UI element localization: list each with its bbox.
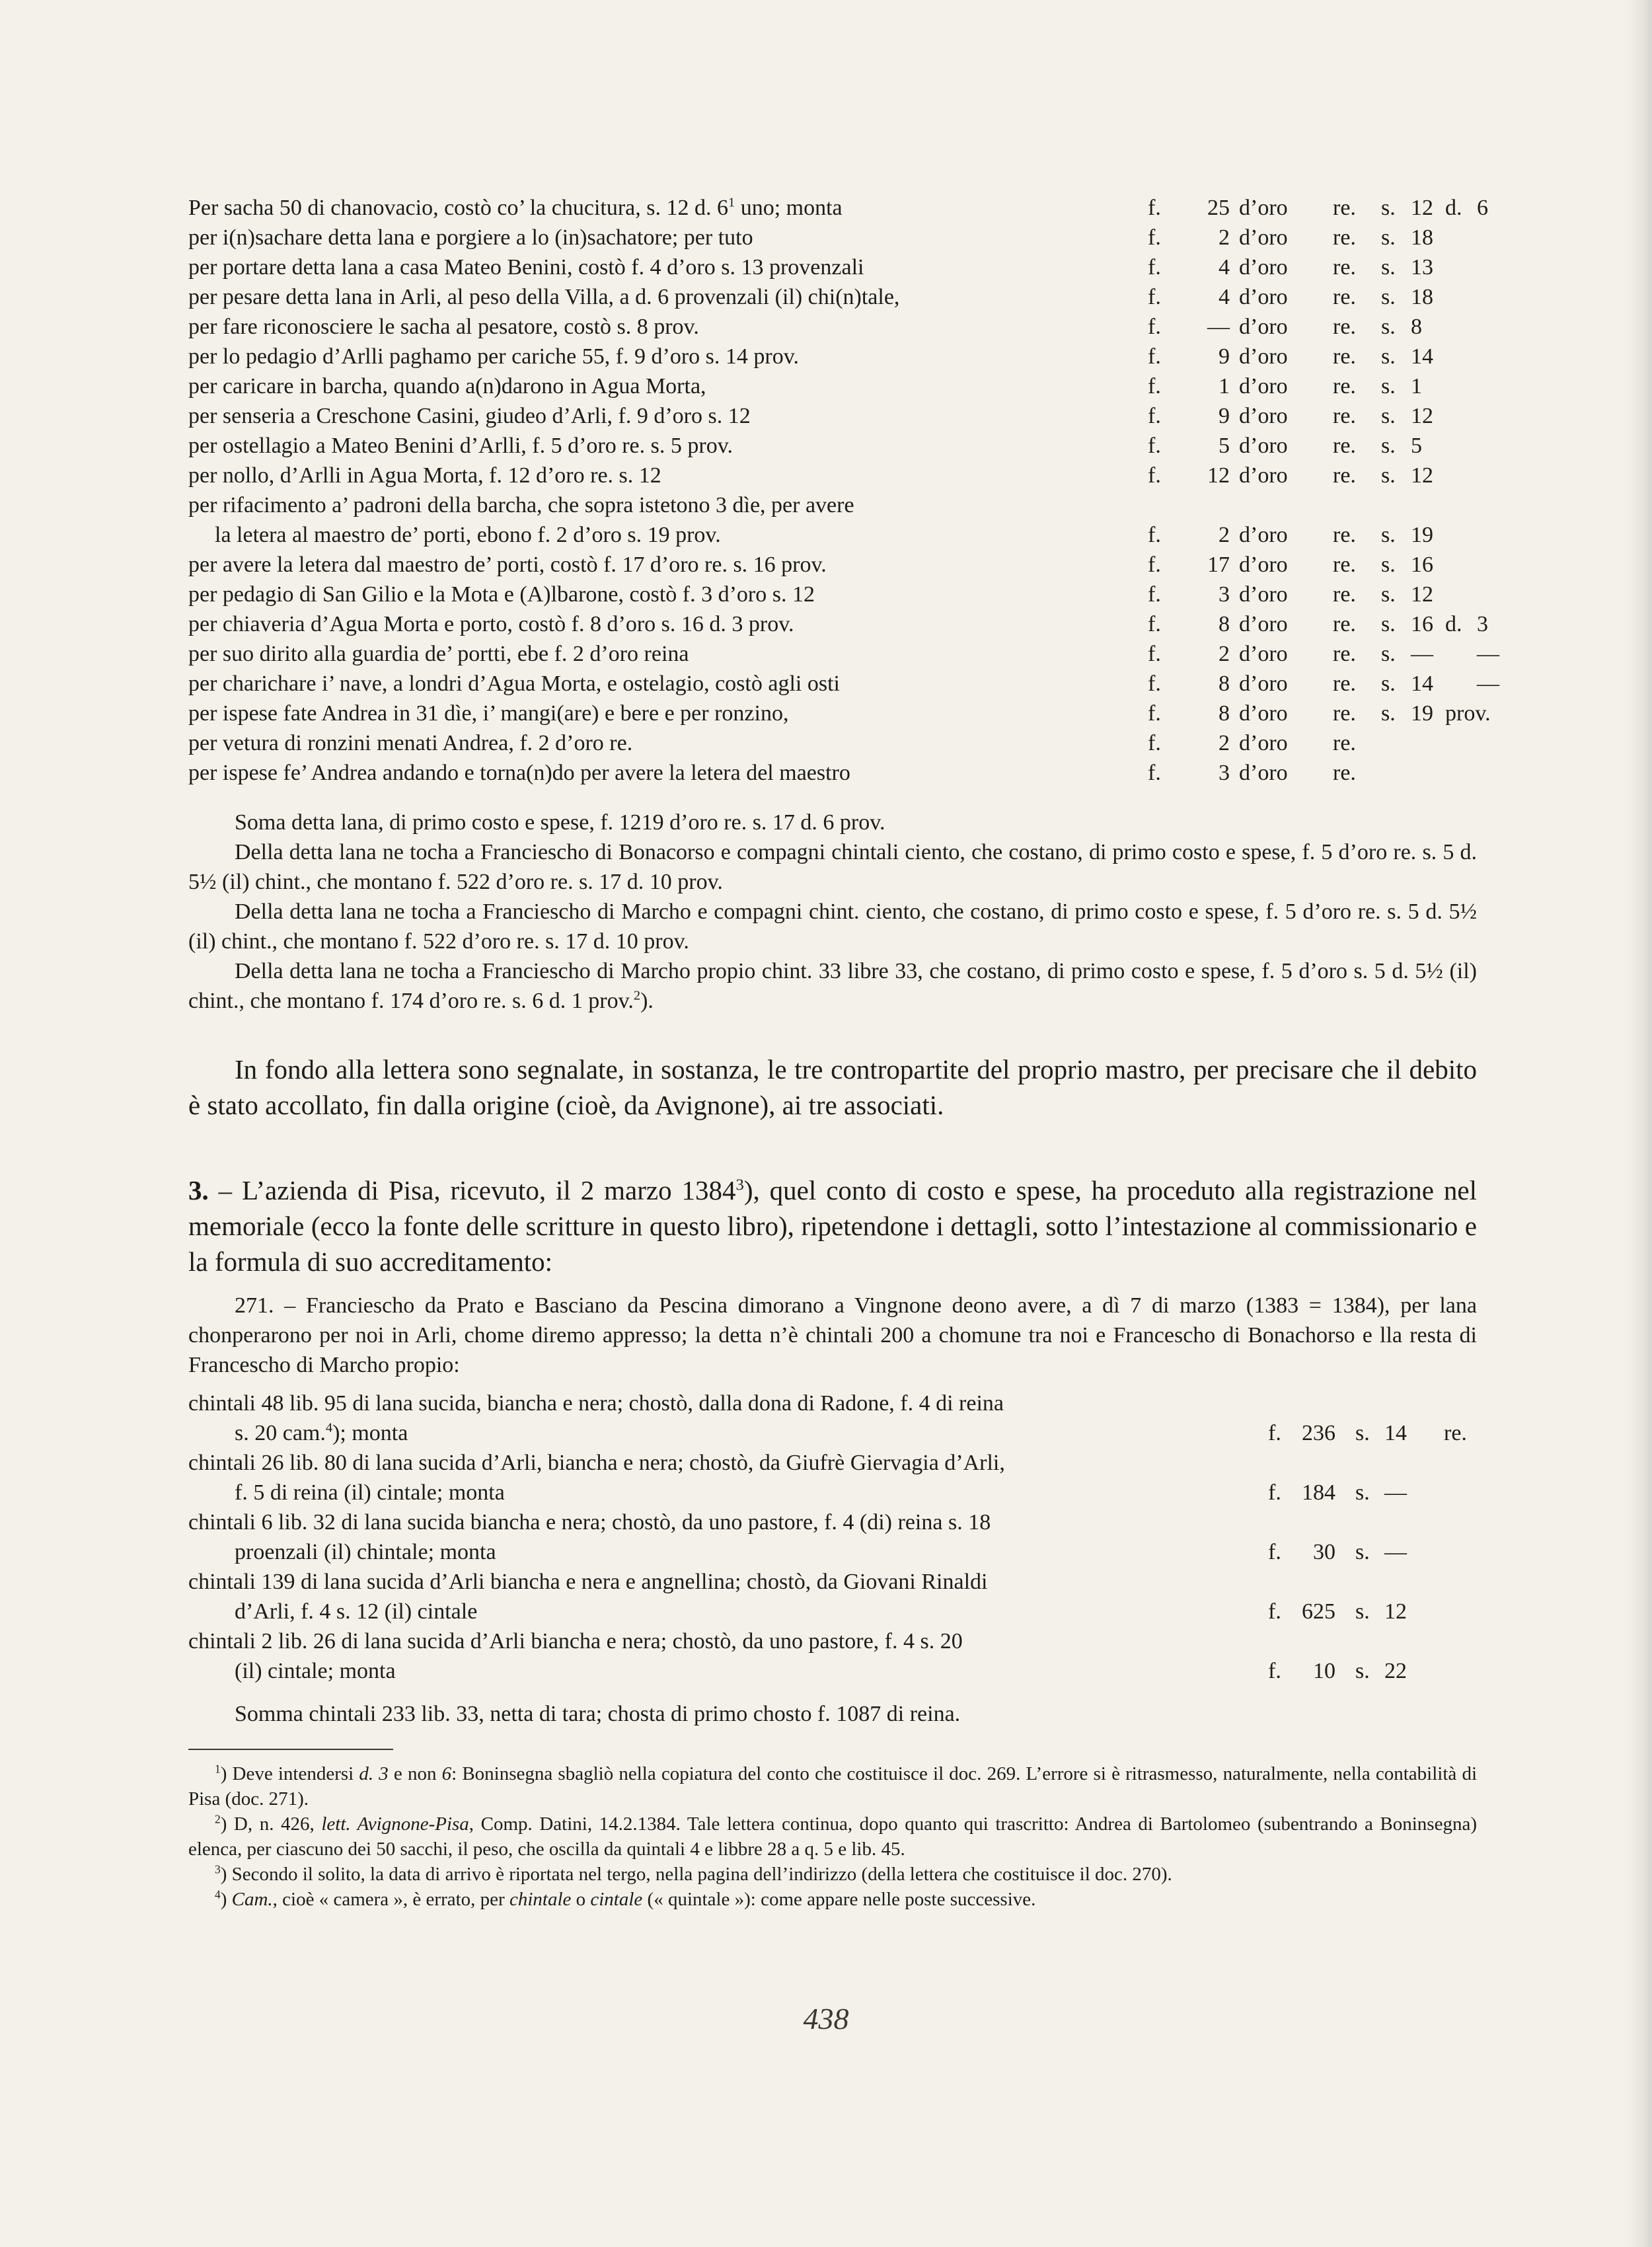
- footnote-text: ) Secondo il solito, la data di arrivo è riportata nel tergo, nella pagina dell’indirizzo (della lettera che costituisce il doc. 270).: [220, 1864, 1172, 1885]
- account-row: [188, 550, 1477, 580]
- amount-denari: 6: [1477, 196, 1488, 220]
- amount-soldi: 12: [1411, 196, 1433, 220]
- account-row: [188, 461, 1477, 490]
- amount-florin-label: f.: [1148, 255, 1161, 280]
- chintali-row: [188, 1478, 1477, 1507]
- amount-soldi-label: s.: [1381, 671, 1396, 696]
- entry-271: [188, 1291, 1477, 1380]
- account-description: [188, 699, 788, 728]
- amount-soldi: 19: [1411, 523, 1433, 547]
- somma-text: Somma chintali 233 lib. 33, netta di tara; chosta di primo chosto f. 1087 di reina.: [235, 1702, 961, 1726]
- footnote-italic: 6: [441, 1763, 452, 1784]
- amount-soldi-label: s.: [1381, 582, 1396, 607]
- account-row: [188, 699, 1491, 728]
- amount-re: re.: [1333, 255, 1356, 280]
- amount-soldi-label: s.: [1381, 196, 1396, 220]
- amount-soldi-label: s.: [1381, 552, 1396, 577]
- account-text: per pesare detta lana in Arli, al peso della Villa, a d. 6 provenzali (il) chi(n)tale,: [188, 285, 900, 309]
- account-description: [188, 193, 843, 223]
- amount-florins: —: [1207, 315, 1230, 339]
- chintali-row: [188, 1626, 1477, 1656]
- amount-florin-label: f.: [1148, 552, 1161, 577]
- footnote-italic: chintale: [509, 1889, 572, 1910]
- chintali-row: [188, 1389, 1477, 1418]
- footnote: [188, 1761, 1477, 1811]
- amount-florin-label: f.: [1148, 434, 1161, 458]
- chintali-table: [188, 1389, 1477, 1686]
- amount-florins: 8: [1219, 671, 1230, 696]
- amount-soldi-label: s.: [1381, 225, 1396, 250]
- footnote-separator: [188, 1749, 393, 1750]
- amount-soldi-label: s.: [1381, 523, 1396, 547]
- account-row: [188, 580, 1477, 609]
- amount-florins: 9: [1219, 344, 1230, 369]
- amount-soldi: 18: [1411, 225, 1433, 250]
- footnote-text: ) D, n. 426,: [220, 1813, 322, 1835]
- account-text-after: uno; monta: [735, 196, 843, 220]
- amount-soldi: 8: [1411, 315, 1422, 339]
- amount-florins: 10: [1313, 1659, 1335, 1683]
- amount-soldi: 5: [1411, 434, 1422, 458]
- amount-florin-label: f.: [1148, 582, 1161, 607]
- footnote-italic: lett. Avignone-Pisa: [321, 1813, 469, 1835]
- amount-soldi-label: s.: [1381, 463, 1396, 488]
- amount-re: re.: [1333, 374, 1356, 399]
- page-number: 438: [803, 2002, 849, 2036]
- amount-re: re.: [1333, 612, 1356, 636]
- footnote-text: ): [220, 1889, 232, 1910]
- amount-soldi-label: s.: [1381, 612, 1396, 636]
- account-text: per nollo, d’Arlli in Agua Morta, f. 12 d’oro re. s. 12: [188, 463, 661, 488]
- amount-florins: 12: [1207, 463, 1230, 488]
- section-text-after: ), quel conto di costo e spese, ha proceduto alla registrazione nel memoriale (ecco la fonte delle scritture in questo libro), ripetendone i dettagli, sotto l’intestazione al commissionario e la formula di suo accreditamento:: [188, 1175, 1477, 1277]
- amount-florin-label: f.: [1148, 642, 1161, 666]
- amount-florin-label: f.: [1268, 1599, 1281, 1624]
- amount-soldi-label: s.: [1381, 285, 1396, 309]
- amount-florin-label: f.: [1148, 374, 1161, 399]
- footnote-italic: Cam.: [231, 1889, 273, 1910]
- amount-gold: d’oro: [1239, 731, 1288, 755]
- amount-gold: d’oro: [1239, 761, 1288, 785]
- footnote-text: o: [571, 1889, 591, 1910]
- account-description: [215, 520, 721, 550]
- footnote-text: : Boninsegna sbagliò nella copiatura del conto che costituisce il doc. 269. L’errore si è ritrasmesso, naturalmente, nella contabilità di Pisa (doc. 271).: [188, 1763, 1477, 1809]
- amount-soldi: 18: [1411, 285, 1433, 309]
- amount-re: re.: [1333, 671, 1356, 696]
- amount-florins: 625: [1302, 1599, 1335, 1624]
- footnote-text: , Comp. Datini, 14.2.1384. Tale lettera continua, dopo quanto qui trascritto: Andrea di Bartolomeo (subentrando a Boninsegna) elenca, per ciascuno dei 50 sacchi, il peso, che oscilla da quintali 4 e libbre 28 a q. 5 e lib. 45.: [188, 1813, 1477, 1860]
- chintali-row: [188, 1597, 1477, 1626]
- account-description: [188, 223, 753, 252]
- amount-florins: 236: [1302, 1421, 1335, 1445]
- amount-gold: d’oro: [1239, 701, 1288, 726]
- account-description: [188, 728, 632, 758]
- della-paragraph: [188, 897, 1477, 956]
- soma-text: Soma detta lana, di primo costo e spese, f. 1219 d’oro re. s. 17 d. 6 prov.: [235, 810, 885, 835]
- account-row: [188, 371, 1477, 401]
- amount-florin-label: f.: [1148, 612, 1161, 636]
- section-text-before: – L’azienda di Pisa, ricevuto, il 2 marzo 1384: [208, 1175, 736, 1205]
- account-description: [188, 609, 794, 639]
- amount-soldi-label: s.: [1355, 1599, 1370, 1624]
- chintali-row: [188, 1507, 1477, 1537]
- footnote-ref-2[interactable]: 2: [633, 988, 641, 1003]
- amount-denari: 3: [1477, 612, 1488, 636]
- account-description: [188, 342, 799, 371]
- account-row: [188, 401, 1477, 431]
- chintali-text: chintali 139 di lana sucida d’Arli biancha e nera e angnellina; chostò, da Giovani Rinaldi: [188, 1570, 988, 1594]
- amount-gold: d’oro: [1239, 612, 1288, 636]
- amount-florins: 2: [1219, 642, 1230, 666]
- amount-soldi: 16: [1411, 612, 1433, 636]
- della-text: Della detta lana ne tocha a Franciescho di Marcho propio chint. 33 libre 33, che costano, di primo costo e spese, f. 5 d’oro s. 5 d. 5½ (il) chint., che montano f. 174 d’oro re. s. 6 d. 1 prov.: [188, 959, 1477, 1013]
- amount-re: re.: [1333, 225, 1356, 250]
- amount-gold: d’oro: [1239, 582, 1288, 607]
- account-description: [188, 580, 815, 609]
- amount-re: re.: [1333, 642, 1356, 666]
- account-description: [188, 639, 689, 669]
- amount-re: re.: [1333, 731, 1356, 755]
- amount-florin-label: f.: [1148, 731, 1161, 755]
- amount-re: re.: [1333, 463, 1356, 488]
- account-row: [188, 490, 1477, 520]
- amount-florins: 4: [1219, 285, 1230, 309]
- account-row: [188, 431, 1477, 461]
- amount-florins: 8: [1219, 612, 1230, 636]
- amount-soldi: —: [1411, 642, 1433, 666]
- account-row: [188, 252, 1477, 282]
- amount-re: re.: [1333, 344, 1356, 369]
- amount-soldi: 22: [1384, 1659, 1407, 1683]
- chintali-description: [235, 1656, 396, 1686]
- account-row: [188, 282, 1477, 312]
- chintali-description: [188, 1626, 963, 1656]
- amount-florins: 25: [1207, 196, 1230, 220]
- account-row: [188, 758, 1477, 788]
- amount-soldi: 14: [1384, 1421, 1407, 1445]
- chintali-row: [188, 1537, 1477, 1567]
- amount-gold: d’oro: [1239, 404, 1288, 428]
- amount-gold: d’oro: [1239, 225, 1288, 250]
- account-text: per caricare in barcha, quando a(n)darono in Agua Morta,: [188, 374, 706, 399]
- amount-soldi: —: [1384, 1480, 1407, 1505]
- amount-soldi-label: s.: [1381, 255, 1396, 280]
- account-description: [188, 371, 706, 401]
- chintali-description: [188, 1567, 987, 1597]
- amount-florins: 2: [1219, 731, 1230, 755]
- amount-re: re.: [1333, 761, 1356, 785]
- footnote-mark: 4: [215, 1887, 221, 1901]
- amount-soldi-label: s.: [1381, 374, 1396, 399]
- amount-re: re.: [1333, 404, 1356, 428]
- amount-florin-label: f.: [1148, 315, 1161, 339]
- amount-florins: 2: [1219, 225, 1230, 250]
- footnote-text: (« quintale »): come appare nelle poste successive.: [642, 1889, 1036, 1910]
- amount-soldi: 14: [1411, 671, 1433, 696]
- footnote-text: e non: [388, 1763, 442, 1784]
- section-3-paragraph: [188, 1172, 1477, 1279]
- amount-soldi: 12: [1411, 582, 1433, 607]
- amount-denari-label: d.: [1445, 196, 1462, 220]
- account-description: [188, 758, 850, 788]
- footnote-italic: d. 3: [359, 1763, 389, 1784]
- amount-florins: 8: [1219, 701, 1230, 726]
- footnote-ref-3[interactable]: 3: [735, 1176, 744, 1194]
- amount-soldi: 13: [1411, 255, 1433, 280]
- chintali-description: [235, 1478, 505, 1507]
- amount-florin-label: f.: [1148, 196, 1161, 220]
- chintali-description: [188, 1507, 991, 1537]
- amount-florins: 2: [1219, 523, 1230, 547]
- amount-soldi-label: s.: [1355, 1659, 1370, 1683]
- amount-re: re.: [1333, 196, 1356, 220]
- amount-soldi: 19: [1411, 701, 1433, 726]
- account-text: per portare detta lana a casa Mateo Benini, costò f. 4 d’oro s. 13 provenzali: [188, 255, 864, 280]
- amount-soldi-label: s.: [1381, 344, 1396, 369]
- amount-florins: 1: [1219, 374, 1230, 399]
- amount-soldi: 16: [1411, 552, 1433, 577]
- account-description: [188, 401, 751, 431]
- chintali-row: [188, 1448, 1477, 1478]
- account-text: per rifacimento a’ padroni della barcha, che sopra istetono 3 dìe, per avere: [188, 493, 854, 517]
- chintali-text: proenzali (il) chintale; monta: [235, 1540, 496, 1564]
- amount-florins: 17: [1207, 552, 1230, 577]
- account-text: per avere la letera dal maestro de’ porti, costò f. 17 d’oro re. s. 16 prov.: [188, 552, 827, 577]
- account-row: [188, 193, 1488, 223]
- amount-re: re.: [1333, 701, 1356, 726]
- chintali-description: [188, 1389, 1004, 1418]
- footnote: [188, 1862, 1477, 1887]
- amount-soldi-label: s.: [1355, 1540, 1370, 1564]
- amount-re: re.: [1333, 582, 1356, 607]
- footnote-italic: cintale: [590, 1889, 643, 1910]
- amount-soldi: 1: [1411, 374, 1422, 399]
- amount-florins: 4: [1219, 255, 1230, 280]
- amount-gold: d’oro: [1239, 374, 1288, 399]
- amount-soldi-label: s.: [1355, 1480, 1370, 1505]
- account-description: [188, 252, 864, 282]
- amount-soldi-label: s.: [1381, 701, 1396, 726]
- amount-florin-label: f.: [1148, 285, 1161, 309]
- account-row: [188, 609, 1488, 639]
- account-text: per charichare i’ nave, a londri d’Agua Morta, e ostelagio, costò agli osti: [188, 671, 840, 696]
- footnote: [188, 1887, 1477, 1912]
- amount-gold: d’oro: [1239, 344, 1288, 369]
- footnote-ref-4[interactable]: 4: [325, 1420, 333, 1435]
- amount-florins: 9: [1219, 404, 1230, 428]
- account-text: per ispese fe’ Andrea andando e torna(n)do per avere la letera del maestro: [188, 761, 850, 785]
- amount-denari-label: prov.: [1445, 701, 1491, 726]
- chintali-text: s. 20 cam.: [235, 1421, 326, 1445]
- account-text: per lo pedagio d’Arlli paghamo per cariche 55, f. 9 d’oro s. 14 prov.: [188, 344, 800, 369]
- della-text: Della detta lana ne tocha a Franciescho di Marcho e compagni chint. ciento, che costano, di primo costo e spese, f. 5 d’oro re. s. 5 d. 5½ (il) chint., che montano f. 522 d’oro re. s. 17 d. 10 prov.: [188, 899, 1477, 954]
- della-paragraph: [188, 837, 1477, 897]
- account-description: [188, 282, 899, 312]
- somma-line: [188, 1699, 1477, 1729]
- account-row: [188, 223, 1477, 252]
- amount-gold: d’oro: [1239, 523, 1288, 547]
- account-text: per i(n)sachare detta lana e porgiere a lo (in)sachatore; per tuto: [188, 225, 753, 250]
- page-fold-shadow: [1624, 0, 1652, 2247]
- account-row: [188, 520, 1477, 550]
- chintali-description: [235, 1597, 477, 1626]
- account-row: [188, 639, 1499, 669]
- amount-florin-label: f.: [1148, 225, 1161, 250]
- footnote-mark: 1: [215, 1762, 221, 1776]
- footnote-mark: 3: [215, 1862, 221, 1876]
- amount-gold: d’oro: [1239, 463, 1288, 488]
- amount-gold: d’oro: [1239, 552, 1288, 577]
- account-description: [188, 669, 840, 699]
- chintali-text: chintali 6 lib. 32 di lana sucida biancha e nera; chostò, da uno pastore, f. 4 (di) reina s. 18: [188, 1510, 991, 1535]
- amount-soldi: —: [1384, 1540, 1407, 1564]
- amount-florin-label: f.: [1148, 701, 1161, 726]
- della-text: Della detta lana ne tocha a Franciescho di Bonacorso e compagni chintali ciento, che costano, di primo costo e spese, f. 5 d’oro re. s. 5 d. 5½ (il) chint., che montano f. 522 d’oro re. s. 17 d. 10 prov.: [188, 840, 1477, 894]
- entry-271-text: 271. – Franciescho da Prato e Basciano da Pescina dimorano a Vingnone deono avere, a dì 7 di marzo (1383 = 1384), per lana chonperarono per noi in Arli, chome diremo appresso; la detta n’è chintali 200 a chomune tra noi e Francescho di Bonachorso e lla resta di Francescho di Marcho propio:: [188, 1293, 1477, 1377]
- amount-florin-label: f.: [1148, 761, 1161, 785]
- amount-gold: d’oro: [1239, 642, 1288, 666]
- account-description: [188, 312, 699, 342]
- chintali-text: d’Arli, f. 4 s. 12 (il) cintale: [235, 1599, 478, 1624]
- chintali-row: [188, 1567, 1477, 1597]
- account-text: la letera al maestro de’ porti, ebono f. 2 d’oro s. 19 prov.: [215, 523, 721, 547]
- amount-soldi: 12: [1411, 404, 1433, 428]
- amount-florin-label: f.: [1268, 1421, 1281, 1445]
- account-text: per ispese fate Andrea in 31 dìe, i’ mangi(are) e bere e per ronzino,: [188, 701, 789, 726]
- summary-paragraph: [188, 1051, 1477, 1123]
- account-description: [188, 431, 733, 461]
- account-text: per vetura di ronzini menati Andrea, f. 2 d’oro re.: [188, 731, 633, 755]
- account-row: [188, 669, 1499, 699]
- account-text: per chiaveria d’Agua Morta e porto, costò f. 8 d’oro s. 16 d. 3 prov.: [188, 612, 794, 636]
- amount-florins: 3: [1219, 761, 1230, 785]
- amount-florins: 5: [1219, 434, 1230, 458]
- amount-florins: 30: [1313, 1540, 1335, 1564]
- amount-florin-label: f.: [1148, 671, 1161, 696]
- account-text: per ostellagio a Mateo Benini d’Arlli, f. 5 d’oro re. s. 5 prov.: [188, 434, 733, 458]
- amount-soldi-label: s.: [1381, 434, 1396, 458]
- chintali-description: [235, 1537, 496, 1567]
- amount-florin-label: f.: [1268, 1540, 1281, 1564]
- amount-denari: —: [1477, 642, 1499, 666]
- amount-re: re.: [1333, 285, 1356, 309]
- amount-soldi: 12: [1411, 463, 1433, 488]
- amount-gold: d’oro: [1239, 434, 1288, 458]
- chintali-row: [188, 1656, 1477, 1686]
- chintali-description: [188, 1448, 1005, 1478]
- soma-line: [188, 808, 1477, 837]
- account-description: [188, 490, 854, 520]
- chintali-text: chintali 26 lib. 80 di lana sucida d’Arli, biancha e nera; chostò, da Giufrè Giervagia d’Arli,: [188, 1451, 1005, 1475]
- summary-text: In fondo alla lettera sono segnalate, in sostanza, le tre contropartite del proprio mastro, per precisare che il debito è stato accollato, fin dalla origine (cioè, da Avignone), ai tre associati.: [188, 1054, 1477, 1120]
- footnote-text: , cioè « camera », è errato, per: [272, 1889, 509, 1910]
- account-text: per senseria a Creschone Casini, giudeo d’Arli, f. 9 d’oro s. 12: [188, 404, 751, 428]
- account-row: [188, 342, 1477, 371]
- della-paragraph: Della detta lana ne tocha a Franciescho di Marcho propio chint. 33 libre 33, che costano, di primo costo e spese, f. 5 d’oro s. 5 d. 5½ (il) chint., che montano f. 174 d’oro re. s. 6 d. 1 prov.$^2$).: [188, 959, 1477, 1013]
- amount-gold: d’oro: [1239, 671, 1288, 696]
- amount-florin-label: f.: [1268, 1659, 1281, 1683]
- footnote-text: ) Deve intendersi: [220, 1763, 359, 1784]
- chintali-text-after: ); monta: [332, 1421, 408, 1445]
- amount-denari: —: [1477, 671, 1499, 696]
- amount-re: re.: [1333, 552, 1356, 577]
- amount-florins: 3: [1219, 582, 1230, 607]
- amount-florin-label: f.: [1148, 404, 1161, 428]
- account-table: [188, 193, 1499, 788]
- chintali-text: chintali 2 lib. 26 di lana sucida d’Arli biancha e nera; chostò, da uno pastore, f. 4 s. 20: [188, 1629, 963, 1654]
- amount-gold: d’oro: [1239, 285, 1288, 309]
- amount-gold: d’oro: [1239, 196, 1288, 220]
- account-text: per suo dirito alla guardia de’ portti, ebe f. 2 d’oro reina: [188, 642, 689, 666]
- amount-soldi-label: s.: [1381, 404, 1396, 428]
- amount-florin-label: f.: [1148, 463, 1161, 488]
- della-paragraphs: [188, 837, 1477, 1016]
- amount-re: re.: [1333, 523, 1356, 547]
- account-row: [188, 728, 1477, 758]
- amount-gold: d’oro: [1239, 315, 1288, 339]
- chintali-description: [235, 1418, 408, 1448]
- chintali-text: (il) cintale; monta: [235, 1659, 396, 1683]
- account-text: per pedagio di San Gilio e la Mota e (A)lbarone, costò f. 3 d’oro s. 12: [188, 582, 815, 607]
- amount-soldi-label: s.: [1355, 1421, 1370, 1445]
- chintali-text: chintali 48 lib. 95 di lana sucida, biancha e nera; chostò, dalla dona di Radone, f. 4 di reina: [188, 1391, 1004, 1416]
- footnote-mark: 2: [215, 1812, 221, 1826]
- footnotes: [188, 1761, 1477, 1912]
- account-text: Per sacha 50 di chanovacio, costò co’ la chucitura, s. 12 d. 6: [188, 196, 728, 220]
- amount-re: re.: [1333, 434, 1356, 458]
- amount-denari-label: d.: [1445, 612, 1462, 636]
- amount-re: re.: [1333, 315, 1356, 339]
- amount-re: re.: [1444, 1421, 1467, 1445]
- amount-soldi-label: s.: [1381, 315, 1396, 339]
- amount-soldi-label: s.: [1381, 642, 1396, 666]
- account-description: [188, 550, 827, 580]
- amount-florin-label: f.: [1148, 523, 1161, 547]
- amount-florin-label: f.: [1148, 344, 1161, 369]
- chintali-text: f. 5 di reina (il) cintale; monta: [235, 1480, 505, 1505]
- amount-soldi: 12: [1384, 1599, 1407, 1624]
- account-description: [188, 461, 661, 490]
- chintali-row: [188, 1418, 1477, 1448]
- amount-florin-label: f.: [1268, 1480, 1281, 1505]
- amount-florins: 184: [1302, 1480, 1335, 1505]
- footnote: [188, 1811, 1477, 1862]
- account-row: [188, 312, 1477, 342]
- footnote-ref-1[interactable]: 1: [728, 195, 735, 210]
- section-number: 3.: [188, 1175, 209, 1205]
- amount-soldi: 14: [1411, 344, 1433, 369]
- account-text: per fare riconosciere le sacha al pesatore, costò s. 8 prov.: [188, 315, 699, 339]
- amount-gold: d’oro: [1239, 255, 1288, 280]
